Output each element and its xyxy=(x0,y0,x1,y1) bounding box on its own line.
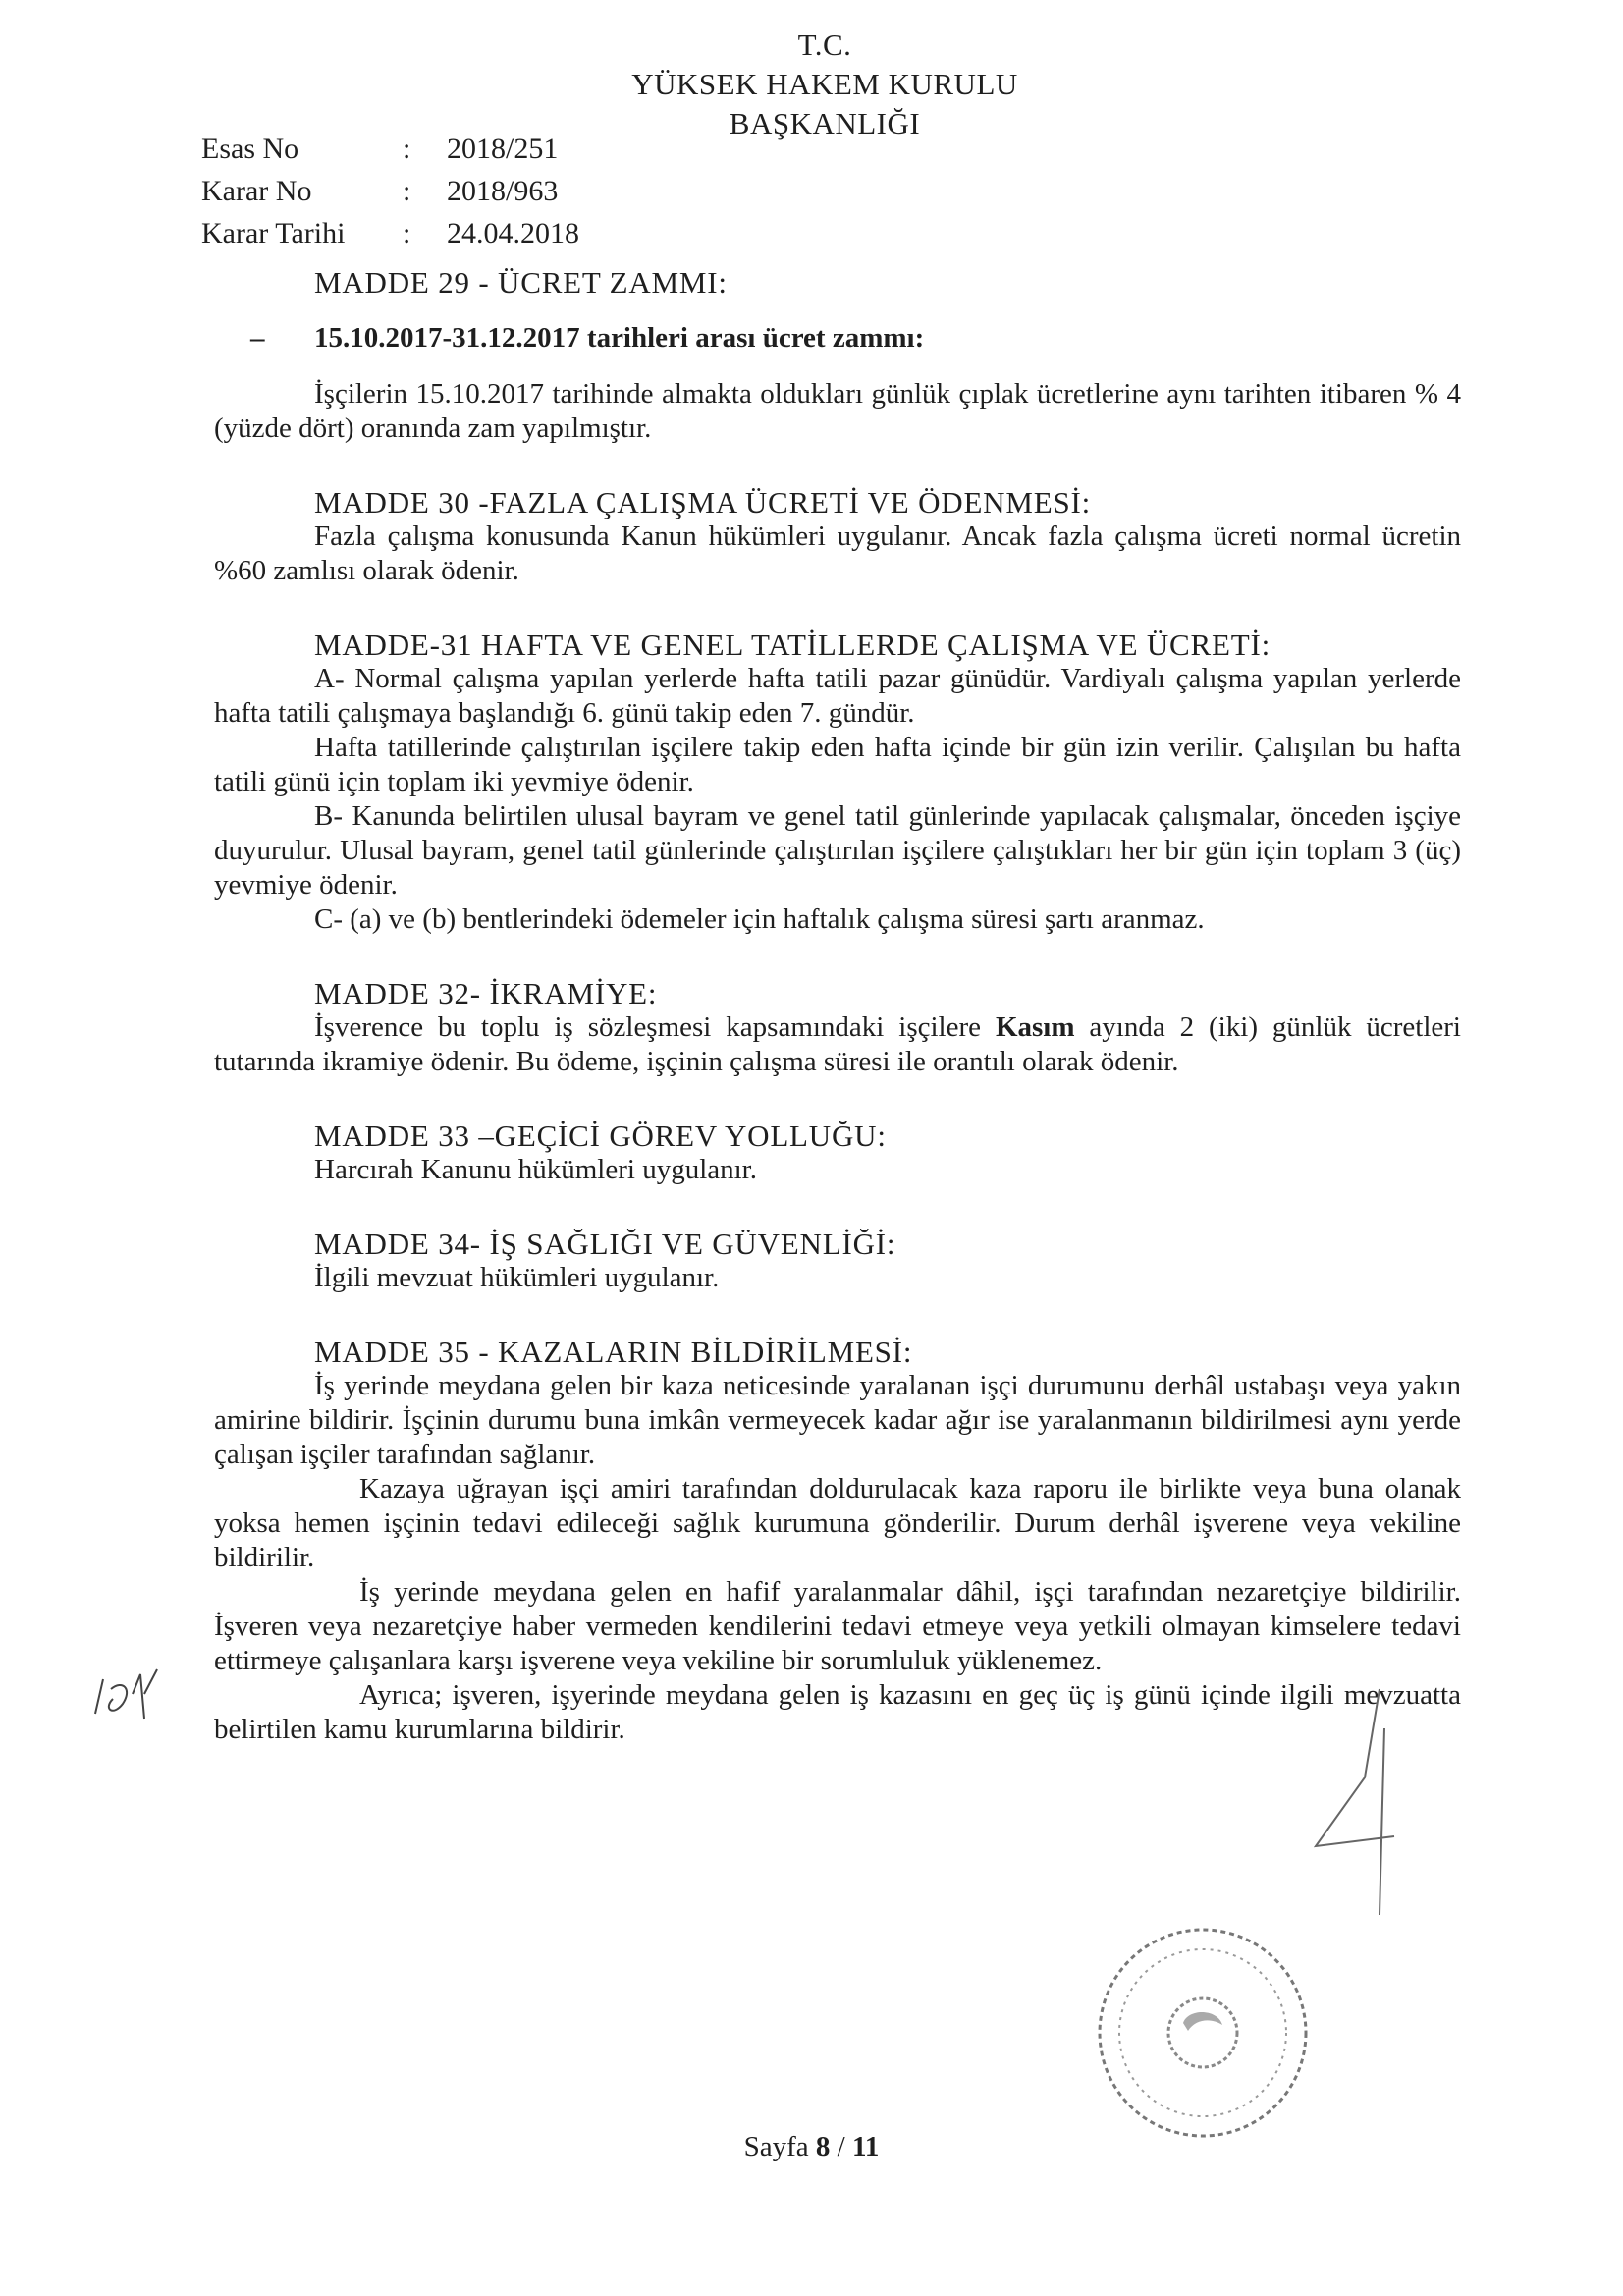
case-info-row xyxy=(201,128,579,170)
separator: : xyxy=(403,175,411,207)
article-33-paragraph: Harcırah Kanunu hükümleri uygulanır. xyxy=(314,1154,757,1185)
article-32-month: Kasım xyxy=(995,1011,1075,1043)
article-34-paragraph: İlgili mevzuat hükümleri uygulanır. xyxy=(314,1262,720,1293)
article-32-text-c: ayında 2 (iki) günlük ücretleri tutarında ikramiye ödenir. Bu ödeme, işçinin çalışma süresi ile orantılı olarak ödenir. xyxy=(214,1011,1461,1077)
article-32-text-a: İşverence bu toplu iş sözleşmesi kapsamındaki işçilere xyxy=(314,1011,996,1043)
article-31-title: MADDE-31 HAFTA VE GENEL TATİLLERDE ÇALIŞMA VE ÜCRETİ: xyxy=(314,628,1271,662)
article-35-title: MADDE 35 - KAZALARIN BİLDİRİLMESİ: xyxy=(314,1335,913,1369)
page-footer xyxy=(0,2131,1623,2163)
case-no-value: 2018/251 xyxy=(447,133,559,165)
article-34-title: MADDE 34- İŞ SAĞLIĞI VE GÜVENLİĞİ: xyxy=(314,1227,896,1261)
article-30-title: MADDE 30 -FAZLA ÇALIŞMA ÜCRETİ VE ÖDENMESİ: xyxy=(314,485,1092,519)
decision-no-value: 2018/963 xyxy=(447,175,559,207)
case-info-row xyxy=(201,212,579,254)
dash: – xyxy=(250,322,265,354)
article-29-paragraph: İşçilerin 15.10.2017 tarihinde almakta oldukları günlük çıplak ücretlerine aynı tarihten itibaren % 4 (yüzde dört) oranında zam yapılmıştır. xyxy=(214,378,1461,444)
decision-date-value: 24.04.2018 xyxy=(447,217,579,249)
seal-stamp xyxy=(1041,1915,1345,2151)
handwritten-initials xyxy=(83,1660,172,1768)
page-separator: / xyxy=(830,2131,852,2162)
separator: : xyxy=(403,217,411,249)
current-page: 8 xyxy=(815,2131,831,2162)
document-body xyxy=(214,265,1461,1747)
case-no-label: Esas No xyxy=(201,133,299,165)
header-tc: T.C. xyxy=(797,27,852,62)
document-header xyxy=(550,26,1100,143)
article-35-paragraph-2: Kazaya uğrayan işçi amiri tarafından doldurulacak kaza raporu ile birlikte veya buna olanak yoksa hemen işçinin tedavi edileceği sağlık kurumuna gönderilir. Durum derhâl işverene veya vekiline bildirilir. xyxy=(214,1473,1461,1573)
article-30-paragraph: Fazla çalışma konusunda Kanun hükümleri uygulanır. Ancak fazla çalışma ücreti normal ücretin %60 zamlısı olarak ödenir. xyxy=(214,520,1461,586)
article-31-paragraph-a: A- Normal çalışma yapılan yerlerde hafta tatili pazar günüdür. Vardiyalı çalışma yapılan yerlerde hafta tatili çalışmaya başlandığı 6. günü takip eden 7. gündür. xyxy=(214,663,1461,729)
page-prefix: Sayfa xyxy=(743,2131,816,2162)
article-32-paragraph xyxy=(214,1011,1461,1079)
decision-no-label: Karar No xyxy=(201,175,312,207)
article-32-title: MADDE 32- İKRAMİYE: xyxy=(314,976,658,1011)
article-29-subtitle xyxy=(250,321,1461,355)
case-info xyxy=(201,128,579,254)
article-31-paragraph-holiday: Hafta tatillerinde çalıştırılan işçilere takip eden hafta içinde bir gün izin verilir. Çalışılan bu hafta tatili günü için toplam iki yevmiye ödenir. xyxy=(214,732,1461,797)
article-35-paragraph-1: İş yerinde meydana gelen bir kaza neticesinde yaralanan işçi durumunu derhâl ustabaşı veya yakın amirine bildirir. İşçinin durumu buna imkân vermeyecek kadar ağır ise yaralanmanın bildirilmesi aynı yerde çalışan işçiler tarafından sağlanır. xyxy=(214,1370,1461,1470)
header-institution: YÜKSEK HAKEM KURULU xyxy=(631,67,1018,101)
article-31-paragraph-b: B- Kanunda belirtilen ulusal bayram ve genel tatil günlerinde yapılacak çalışmalar, önceden işçiye duyurulur. Ulusal bayram, genel tatil günlerinde çalıştırılan işçilere çalıştıkları her bir gün için toplam 3 (üç) yevmiye ödenir. xyxy=(214,800,1461,901)
article-29-title: MADDE 29 - ÜCRET ZAMMI: xyxy=(314,265,728,300)
header-presidency: BAŞKANLIĞI xyxy=(729,106,921,140)
article-33-title: MADDE 33 –GEÇİCİ GÖREV YOLLUĞU: xyxy=(314,1119,887,1153)
article-31-paragraph-c: C- (a) ve (b) bentlerindeki ödemeler için haftalık çalışma süresi şartı aranmaz. xyxy=(314,903,1205,935)
total-pages: 11 xyxy=(851,2131,880,2162)
decision-date-label: Karar Tarihi xyxy=(201,217,346,249)
article-35-paragraph-3: İş yerinde meydana gelen en hafif yaralanmalar dâhil, işçi tarafından nezaretçiye bildirilir. İşveren veya nezaretçiye haber vermeden kendilerini tedavi etmeye veya yetkili olmayan kimselere tedavi ettirmeye çalışanlara karşı işverene veya vekiline bir sorumluluk yüklenemez. xyxy=(214,1576,1461,1676)
case-info-row xyxy=(201,170,579,212)
article-35-paragraph-4: Ayrıca; işveren, işyerinde meydana gelen iş kazasını en geç üç iş günü içinde ilgili mevzuatta belirtilen kamu kurumlarına bildirir. xyxy=(214,1679,1461,1745)
separator: : xyxy=(403,133,411,165)
article-29-subtitle-text: 15.10.2017-31.12.2017 tarihleri arası ücret zammı: xyxy=(314,322,925,354)
